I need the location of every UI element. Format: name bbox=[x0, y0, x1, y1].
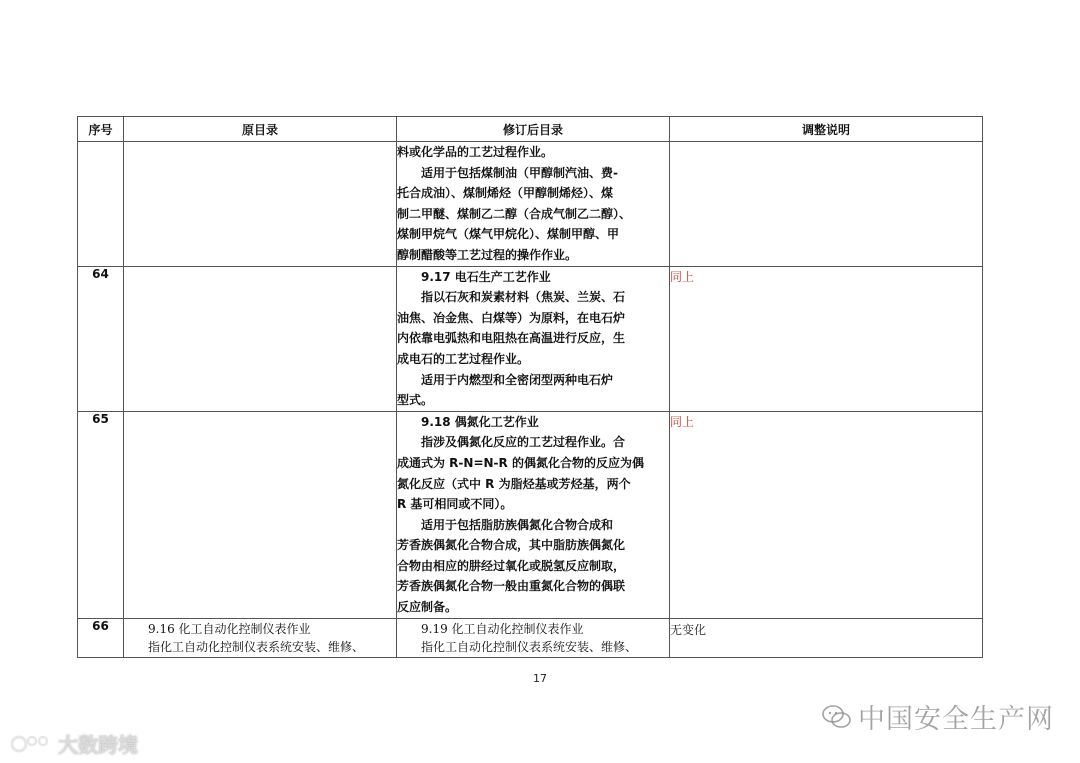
row-note-cell bbox=[670, 411, 983, 618]
row-revised-cell bbox=[397, 266, 670, 411]
row-seq-cell: 64 bbox=[78, 266, 124, 411]
header-adjustment-note: 调整说明 bbox=[670, 117, 983, 142]
row-note-cell bbox=[670, 266, 983, 411]
revised-line: 油焦、冶金焦、白煤等）为原料，在电石炉 bbox=[397, 310, 626, 325]
revised-line: 适用于包括煤制油（甲醇制汽油、费- bbox=[421, 165, 618, 180]
revised-line: 指以石灰和炭素材料（焦炭、兰炭、石 bbox=[421, 290, 626, 305]
watermark-left-text: 大数跨境 bbox=[58, 733, 138, 757]
row-original-cell bbox=[124, 618, 397, 657]
revised-line: 内依靠电弧热和电阻热在高温进行反应，生 bbox=[397, 331, 626, 346]
table-row bbox=[78, 411, 983, 618]
revised-line: 煤制甲烷气（煤气甲烷化）、煤制甲醇、甲 bbox=[397, 227, 620, 242]
revised-line: 醇制醋酸等工艺过程的操作作业。 bbox=[397, 247, 578, 262]
revised-line: 成电石的工艺过程作业。 bbox=[397, 351, 530, 366]
revised-line: R 基可相同或不同）。 bbox=[397, 497, 513, 512]
revised-line: 芳香族偶氮化合物一般由重氮化合物的偶联 bbox=[397, 579, 626, 594]
revised-line: 芳香族偶氮化合物合成，其中脂肪族偶氮化 bbox=[397, 538, 626, 553]
adjustment-note: 同上 bbox=[670, 414, 695, 429]
row-note-cell bbox=[670, 142, 983, 267]
revised-line: 托合成油）、煤制烯烃（甲醇制烯烃）、煤 bbox=[397, 186, 614, 201]
row-original-cell bbox=[124, 266, 397, 411]
row-note-cell bbox=[670, 618, 983, 657]
row-seq-cell: 66 bbox=[78, 618, 124, 657]
row-seq-cell: 65 bbox=[78, 411, 124, 618]
page-number: 17 bbox=[533, 672, 547, 685]
table-row bbox=[78, 142, 983, 267]
revised-line: 合物由相应的肼经过氧化或脱氢反应制取， bbox=[397, 558, 626, 573]
revised-line: 反应制备。 bbox=[397, 600, 458, 615]
adjustment-note: 同上 bbox=[670, 269, 695, 284]
revised-line: 成通式为 R-N=N-R 的偶氮化合物的反应为偶 bbox=[397, 455, 644, 470]
watermark-right-text: 中国安全生产网 bbox=[858, 704, 1054, 735]
watermark-right bbox=[822, 697, 1054, 736]
original-line: 9.16 化工自动化控制仪表作业 bbox=[148, 621, 311, 636]
revised-line: 9.19 化工自动化控制仪表作业 bbox=[421, 621, 584, 636]
revised-line: 制二甲醚、煤制乙二醇（合成气制乙二醇）、 bbox=[397, 206, 632, 221]
revised-line: 指涉及偶氮化反应的工艺过程作业。合 bbox=[421, 435, 626, 450]
revised-line: 9.17 电石生产工艺作业 bbox=[421, 269, 551, 284]
watermark-left bbox=[10, 729, 138, 758]
revised-line: 指化工自动化控制仪表系统安装、维修、 bbox=[421, 639, 638, 654]
row-seq-cell bbox=[78, 142, 124, 267]
table-header-row bbox=[78, 117, 983, 142]
revised-line: 氮化反应（式中 R 为脂烃基或芳烃基，两个 bbox=[397, 476, 631, 491]
row-revised-cell bbox=[397, 618, 670, 657]
original-line: 指化工自动化控制仪表系统安装、维修、 bbox=[148, 639, 365, 654]
header-revised-catalog: 修订后目录 bbox=[397, 117, 670, 142]
header-original-catalog: 原目录 bbox=[124, 117, 397, 142]
row-original-cell bbox=[124, 411, 397, 618]
adjustment-note: 无变化 bbox=[670, 622, 707, 637]
revised-line: 型式。 bbox=[397, 393, 434, 408]
row-original-cell bbox=[124, 142, 397, 267]
logo-icon bbox=[10, 733, 52, 755]
revised-line: 适用于包括脂肪族偶氮化合物合成和 bbox=[421, 517, 614, 532]
wechat-icon bbox=[822, 704, 852, 730]
catalog-table bbox=[77, 116, 983, 658]
table-row bbox=[78, 266, 983, 411]
header-seq: 序号 bbox=[78, 117, 124, 142]
revised-line: 9.18 偶氮化工艺作业 bbox=[421, 414, 539, 429]
row-revised-cell bbox=[397, 142, 670, 267]
row-revised-cell bbox=[397, 411, 670, 618]
revised-line: 适用于内燃型和全密闭型两种电石炉 bbox=[421, 372, 614, 387]
revised-line: 料或化学品的工艺过程作业。 bbox=[397, 145, 554, 159]
table-row bbox=[78, 618, 983, 657]
